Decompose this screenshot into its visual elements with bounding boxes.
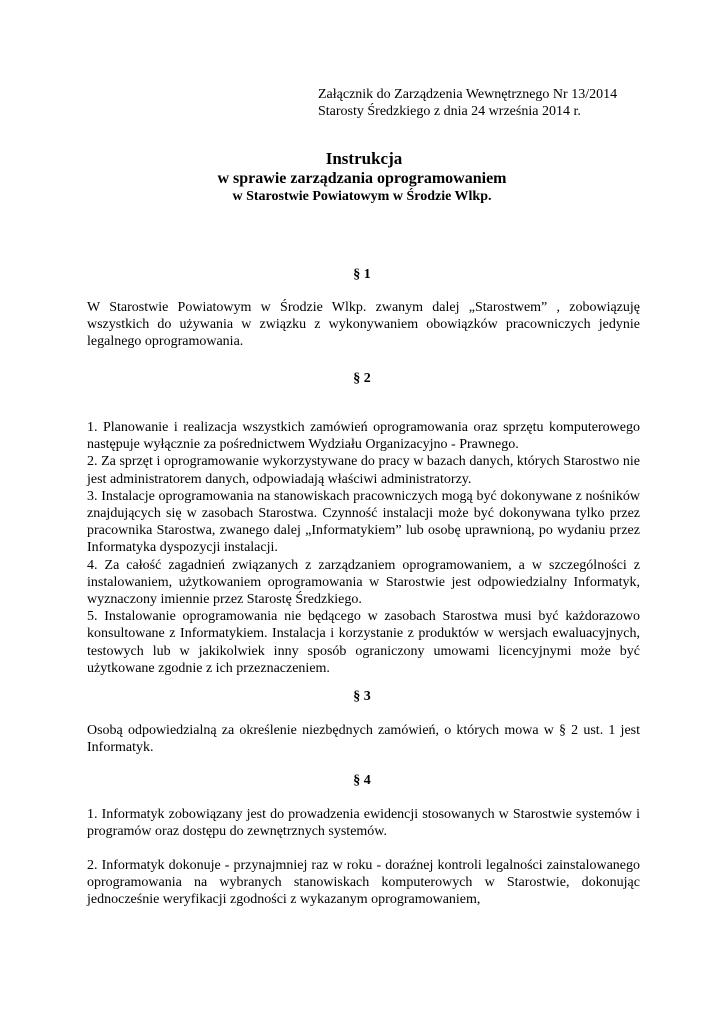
annex-line-2: Starosty Średzkiego z dnia 24 września 2014 r. — [318, 104, 581, 119]
section-1-sign: § 1 — [353, 267, 371, 282]
section-2-sign: § 2 — [353, 371, 371, 386]
section-4-sign: § 4 — [353, 773, 371, 788]
annex-header — [318, 86, 698, 120]
title-subtitle: w sprawie zarządzania oprogramowaniem — [217, 170, 507, 187]
title-place: w Starostwie Powiatowym w Środzie Wlkp. — [232, 189, 492, 204]
section-2-item-3: 3. Instalacje oprogramowania na stanowiskach pracowniczych mogą być dokonywane z nośników znajdujących się w zasobach Starostwa. Czynność instalacji może być dokonywana tylko przez pracownika Starostwa, zwanego dalej „Informatykiem” lub osobę uprawnioną, po wydaniu przez Informatyka dyspozycji instalacji. — [87, 488, 640, 556]
section-3-body — [87, 722, 640, 756]
section-3-paragraph: Osobą odpowiedzialną za określenie niezbędnych zamówień, o których mowa w § 2 ust. 1 jest Informatyk. — [87, 723, 640, 756]
annex-line-1: Załącznik do Zarządzenia Wewnętrznego Nr 13/2014 — [318, 87, 618, 102]
section-3-sign: § 3 — [353, 689, 371, 704]
section-4-body-2 — [87, 857, 640, 909]
section-2-item-5: 5. Instalowanie oprogramowania nie będącego w zasobach Starostwa musi być każdorazowo konsultowane z Informatykiem. Instalacja i korzystanie z produktów w wersjach ewaluacyjnych, testowych lub w jakikolwiek inny sposób ograniczony umowami licencyjnymi może być użytkowane zgodnie z ich przeznaczeniem. — [87, 609, 640, 676]
document-title — [0, 149, 724, 205]
section-2-item-2: 2. Za sprzęt i oprogramowanie wykorzystywane do pracy w bazach danych, których Starostwo nie jest administratorem danych, odpowiadają właściwi administratorzy. — [87, 454, 640, 487]
section-4-item-2: 2. Informatyk dokonuje - przynajmniej raz w roku - doraźnej kontroli legalności zainstalowanego oprogramowania na wybranych stanowiskach komputerowych w Starostwie, dokonując jednocześnie weryfikacji zgodności z wykazanym oprogramowaniem, — [87, 858, 640, 908]
section-1-paragraph: W Starostwie Powiatowym w Środzie Wlkp. zwanym dalej „Starostwem” , zobowiązuję wszystkich do używania w związku z wykonywaniem obowiązków pracowniczych jedynie legalnego oprogramowania. — [87, 300, 640, 350]
section-2-item-1: 1. Planowanie i realizacja wszystkich zamówień oprogramowania oraz sprzętu komputerowego następuje wyłącznie za pośrednictwem Wydziału Organizacyjno - Prawnego. — [87, 420, 640, 453]
section-2-item-4: 4. Za całość zagadnień związanych z zarządzaniem oprogramowaniem, a w szczególności z instalowaniem, użytkowaniem oprogramowania w Starostwie jest odpowiedzialny Informatyk, wyznaczony imiennie przez Starostę Średzkiego. — [87, 557, 640, 608]
section-2-body — [87, 419, 640, 677]
section-1-body — [87, 299, 640, 351]
section-4-item-1: 1. Informatyk zobowiązany jest do prowadzenia ewidencji stosowanych w Starostwie systemów i programów oraz dostępu do zewnętrznych systemów. — [87, 807, 640, 840]
section-4-body-1 — [87, 806, 640, 840]
title-main: Instrukcja — [325, 149, 403, 168]
